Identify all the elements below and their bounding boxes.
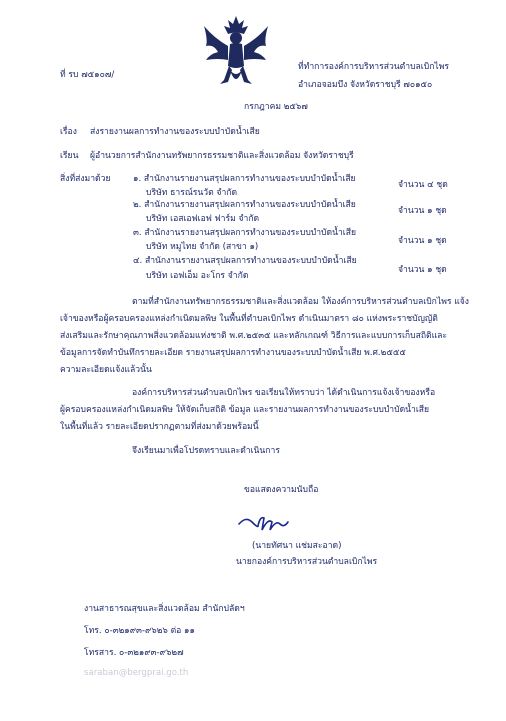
handwritten-signature — [236, 512, 292, 534]
enclosure-item-quantity: จำนวน ๑ ชุด — [398, 265, 447, 275]
body-paragraph-line: เจ้าของหรือผู้ครอบครองแหล่งกำเนิดมลพิษ ในพื้นที่ตำบลเบิกไพร ดำเนินมาตรา ๘๐ แห่งพระราชบัญญัติ — [60, 314, 438, 324]
office-address-line2: อำเภอจอมบึง จังหวัดราชบุรี ๗๐๑๕๐ — [298, 80, 433, 90]
footer-phone: โทร. ๐-๓๒๑๙๓-๙๖๒๖ ต่อ ๑๑ — [84, 626, 195, 636]
salutation: ขอแสดงความนับถือ — [244, 485, 319, 495]
footer-department: งานสาธารณสุขและสิ่งแวดล้อม สำนักปลัดฯ — [84, 604, 245, 614]
enclosure-item-title: ๓. สำนักงานรายงานสรุปผลการทำงานของระบบบำบัดน้ำเสีย — [133, 228, 357, 238]
enclosure-item-title: ๑. สำนักงานรายงานสรุปผลการทำงานของระบบบำบัดน้ำเสีย — [133, 174, 356, 184]
footer-fax: โทรสาร. ๐-๓๒๑๙๓-๙๖๒๗ — [84, 648, 184, 658]
signer-name: (นายทัศนา แช่มสะอาด) — [252, 541, 342, 551]
enclosure-item-company: บริษัท หมูไทย จำกัด (สาขา ๑) — [146, 242, 259, 252]
signer-title: นายกองค์การบริหารส่วนตำบลเบิกไพร — [236, 557, 378, 567]
body-paragraph-line: ในพื้นที่แล้ว รายละเอียดปรากฏตามที่ส่งมาด้วยพร้อมนี้ — [60, 422, 259, 432]
garuda-emblem-icon — [200, 14, 272, 90]
enclosure-item-company: บริษัท ธารณ์รนวัต จำกัด — [146, 188, 238, 198]
office-address-line1: ที่ทำการองค์การบริหารส่วนตำบลเบิกไพร — [298, 62, 449, 72]
enclosures-label: สิ่งที่ส่งมาด้วย — [60, 174, 111, 184]
recipient-label: เรียน — [60, 151, 79, 161]
subject-text: ส่งรายงานผลการทำงานของระบบบำบัดน้ำเสีย — [90, 127, 260, 137]
body-closing-line: จึงเรียนมาเพื่อโปรดทราบและดำเนินการ — [132, 446, 280, 456]
enclosure-item-quantity: จำนวน ๑ ชุด — [398, 236, 447, 246]
enclosure-item-company: บริษัท เอฟเอ็ม อะโกร จำกัด — [146, 271, 249, 281]
enclosure-item-company: บริษัท เอสเอฟเอฟ ฟาร์ม จำกัด — [146, 214, 260, 224]
subject-label: เรื่อง — [60, 127, 77, 137]
body-paragraph-line: ตามที่สำนักงานทรัพยากรธรรมชาติและสิ่งแวดล้อม ให้องค์การบริหารส่วนตำบลเบิกไพร แจ้ง — [132, 297, 469, 307]
body-paragraph-line: ข้อมูลการจัดทำบันทึกรายละเอียด รายงานสรุปผลการทำงานของระบบบำบัดน้ำเสีย พ.ศ.๒๕๕๕ — [60, 348, 406, 358]
body-paragraph-line: ส่งเสริมและรักษาคุณภาพสิ่งแวดล้อมแห่งชาติ พ.ศ.๒๕๓๕ และหลักเกณฑ์ วิธีการและแบบการเก็บสถิติและ — [60, 331, 448, 341]
body-paragraph-line: องค์การบริหารส่วนตำบลเบิกไพร ขอเรียนให้ทราบว่า ได้ดำเนินการแจ้งเจ้าของหรือ — [132, 388, 436, 398]
enclosure-item-title: ๔. สำนักงานรายงานสรุปผลการทำงานของระบบบำบัดน้ำเสีย — [133, 256, 357, 266]
body-paragraph-line: ผู้ครอบครองแหล่งกำเนิดมลพิษ ให้จัดเก็บสถิติ ข้อมูล และรายงานผลการทำงานของระบบบำบัดน้ำเสีย — [60, 405, 430, 415]
enclosure-item-quantity: จำนวน ๔ ชุด — [398, 180, 448, 190]
enclosure-item-title: ๒. สำนักงานรายงานสรุปผลการทำงานของระบบบำบัดน้ำเสีย — [133, 200, 356, 210]
letter-date: กรกฎาคม ๒๕๖๗ — [244, 102, 308, 112]
body-paragraph-line: ความละเอียดแจ้งแล้วนั้น — [60, 365, 152, 375]
reference-number: ที่ รบ ๗๕๑๐๗/ — [60, 70, 115, 80]
recipient-text: ผู้อำนวยการสำนักงานทรัพยากรธรรมชาติและสิ่งแวดล้อม จังหวัดราชบุรี — [90, 151, 354, 161]
enclosure-item-quantity: จำนวน ๑ ชุด — [398, 206, 447, 216]
footer-email: saraban@bergprai.go.th — [84, 668, 189, 678]
